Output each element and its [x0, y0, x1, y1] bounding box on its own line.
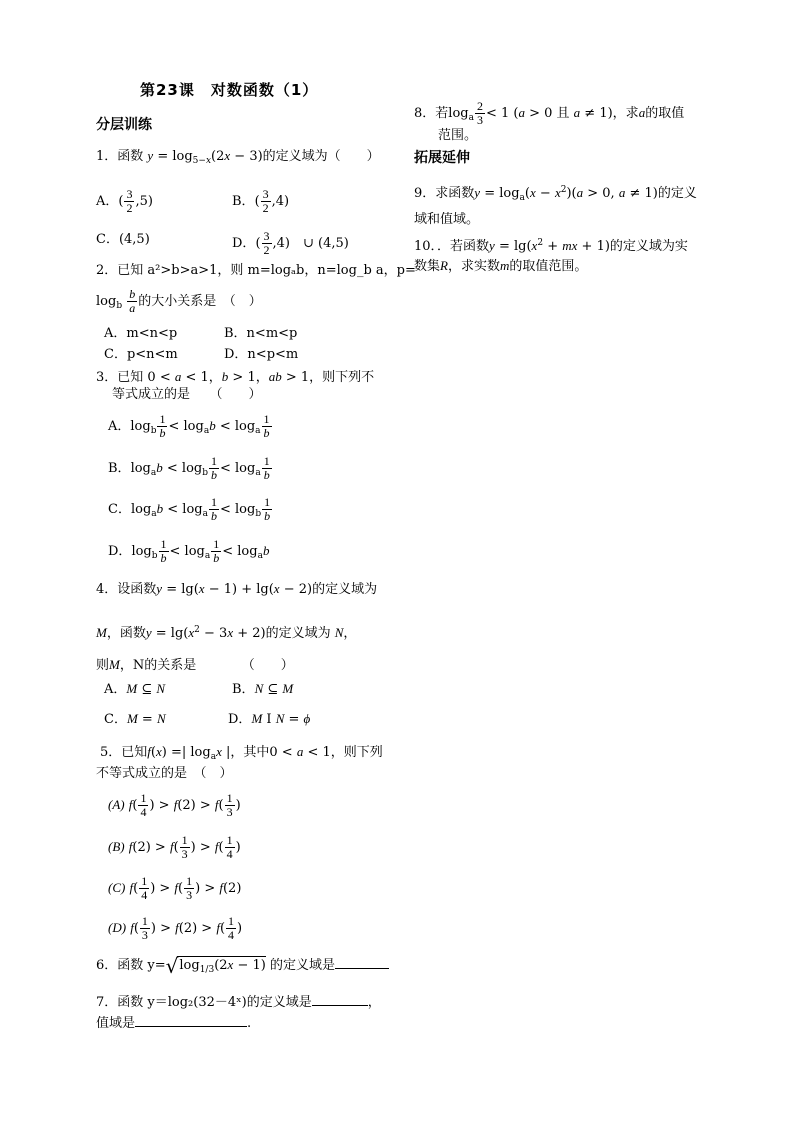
- question-3-line-2: 等式成立的是 （ ）: [112, 387, 262, 402]
- question-4-line-3: 则M，N的关系是 （ ）: [96, 657, 294, 673]
- question-1: 1．函数 $y = \log_{5-x}(2x - 3)$的定义域为（ ）: [96, 148, 380, 166]
- question-8-line-1: 8．若$\log_a$ $\frac{2}{3}$ < 1 (a > 0 且 a ≠ 1)，求a的取值: [414, 99, 685, 127]
- question-4-line-1: 4．设函数y = lg(x − 1) + lg(x − 2)的定义域为: [96, 581, 378, 597]
- q2-choice-b: B．n<m<p: [224, 326, 298, 341]
- q5-choice-c: (C) f( $\frac{1}{4}$ ) > f( $\frac{1}{3}$ ) > f(2): [108, 874, 242, 902]
- q3-choice-c: C．$\log_ab < \log_a$ $\frac{1}{b}$ < $\log_b$ $\frac{1}{b}$: [108, 495, 271, 523]
- question-2-line-2: $\log_b$ $\frac{b}{a}$ 的大小关系是 （ ）: [96, 287, 262, 315]
- question-10-line-1: 10．．若函数$y = \lg(x^2$ + mx + 1)的定义域为实: [414, 238, 688, 254]
- q3-choice-d: D．$\log_b$ $\frac{1}{b}$ < $\log_a$ $\frac{1}{b}$ < $\log_ab$: [108, 537, 270, 565]
- q2-choice-d: D．n<p<m: [224, 347, 299, 362]
- q3-choice-a: A．$\log_b$ $\frac{1}{b}$ < $\log_ab < \log_a$ $\frac{1}{b}$: [108, 412, 270, 440]
- question-4-line-2: M，函数$y = \lg(x^2 - 3x + 2)$的定义域为 N，: [96, 625, 357, 641]
- q1-choice-b: B．( $\frac{3}{2}$ ,4): [232, 187, 290, 215]
- q1-choice-c: C．(4,5): [96, 232, 150, 247]
- question-6: 6．函数 $y=√\log_{1/3}(2x - 1)$ 的定义域是: [96, 956, 389, 978]
- q1-choice-a: A．( $\frac{3}{2}$ ,5): [96, 187, 153, 215]
- q4-choice-a: A．M ⊆ N: [104, 681, 166, 697]
- q3-choice-b: B．$\log_ab < \log_b$ $\frac{1}{b}$ < $\log_a$ $\frac{1}{b}$: [108, 454, 270, 482]
- q5-choice-a: (A) f( $\frac{1}{4}$ ) > f(2) > f( $\frac{1}{3}$ ): [108, 791, 241, 819]
- q1-choice-d: D．( $\frac{3}{2}$ ,4) ∪ (4,5): [232, 229, 349, 257]
- question-2-line-1: 2．已知 a²>b>a>1，则 m=logₐb，n=log_b a，p=: [96, 263, 416, 278]
- q2-choice-a: A．m<n<p: [104, 326, 178, 341]
- question-7-line-1: 7．函数 y＝log₂(32－4ˣ)的定义域是 ，: [96, 995, 381, 1010]
- question-7-line-2: 值域是 .: [96, 1016, 252, 1031]
- q4-choice-c: C．M = N: [104, 711, 166, 727]
- q4-choice-d: D．M I N = ϕ: [228, 711, 311, 727]
- section-extension: 拓展延伸: [414, 150, 470, 166]
- q7-range-blank: [135, 1014, 247, 1027]
- question-3-line-1: 3．已知 0 < a < 1，b > 1，ab > 1，则下列不: [96, 369, 375, 385]
- q7-domain-blank: [312, 993, 368, 1006]
- question-9-line-2: 域和值域。: [414, 212, 480, 227]
- question-5-line-1: 5．已知f(x) =| $\log_ax$ |，其中0 < a < 1，则下列: [100, 744, 383, 762]
- question-9-line-1: 9．求函数$y = \log_a(x - x^2)(a > 0$, a ≠ 1)的定义: [414, 185, 697, 203]
- q4-choice-b: B．N ⊆ M: [232, 681, 294, 697]
- question-5-line-2: 不等式成立的是 （ ）: [96, 766, 233, 781]
- q2-choice-c: C．p<n<m: [104, 347, 178, 362]
- q5-choice-b: (B) f(2) > f( $\frac{1}{3}$ ) > f( $\frac{1}{4}$ ): [108, 833, 241, 861]
- q5-choice-d: (D) f( $\frac{1}{3}$ ) > f(2) > f( $\frac{1}{4}$ ): [108, 914, 243, 942]
- q6-answer-blank: [335, 956, 389, 969]
- page-title: 第23课 对数函数（1）: [140, 81, 319, 99]
- section-layered-training: 分层训练: [96, 117, 152, 133]
- question-8-line-2: 范围。: [438, 128, 478, 143]
- question-10-line-2: 数集R，求实数m的取值范围。: [414, 258, 588, 274]
